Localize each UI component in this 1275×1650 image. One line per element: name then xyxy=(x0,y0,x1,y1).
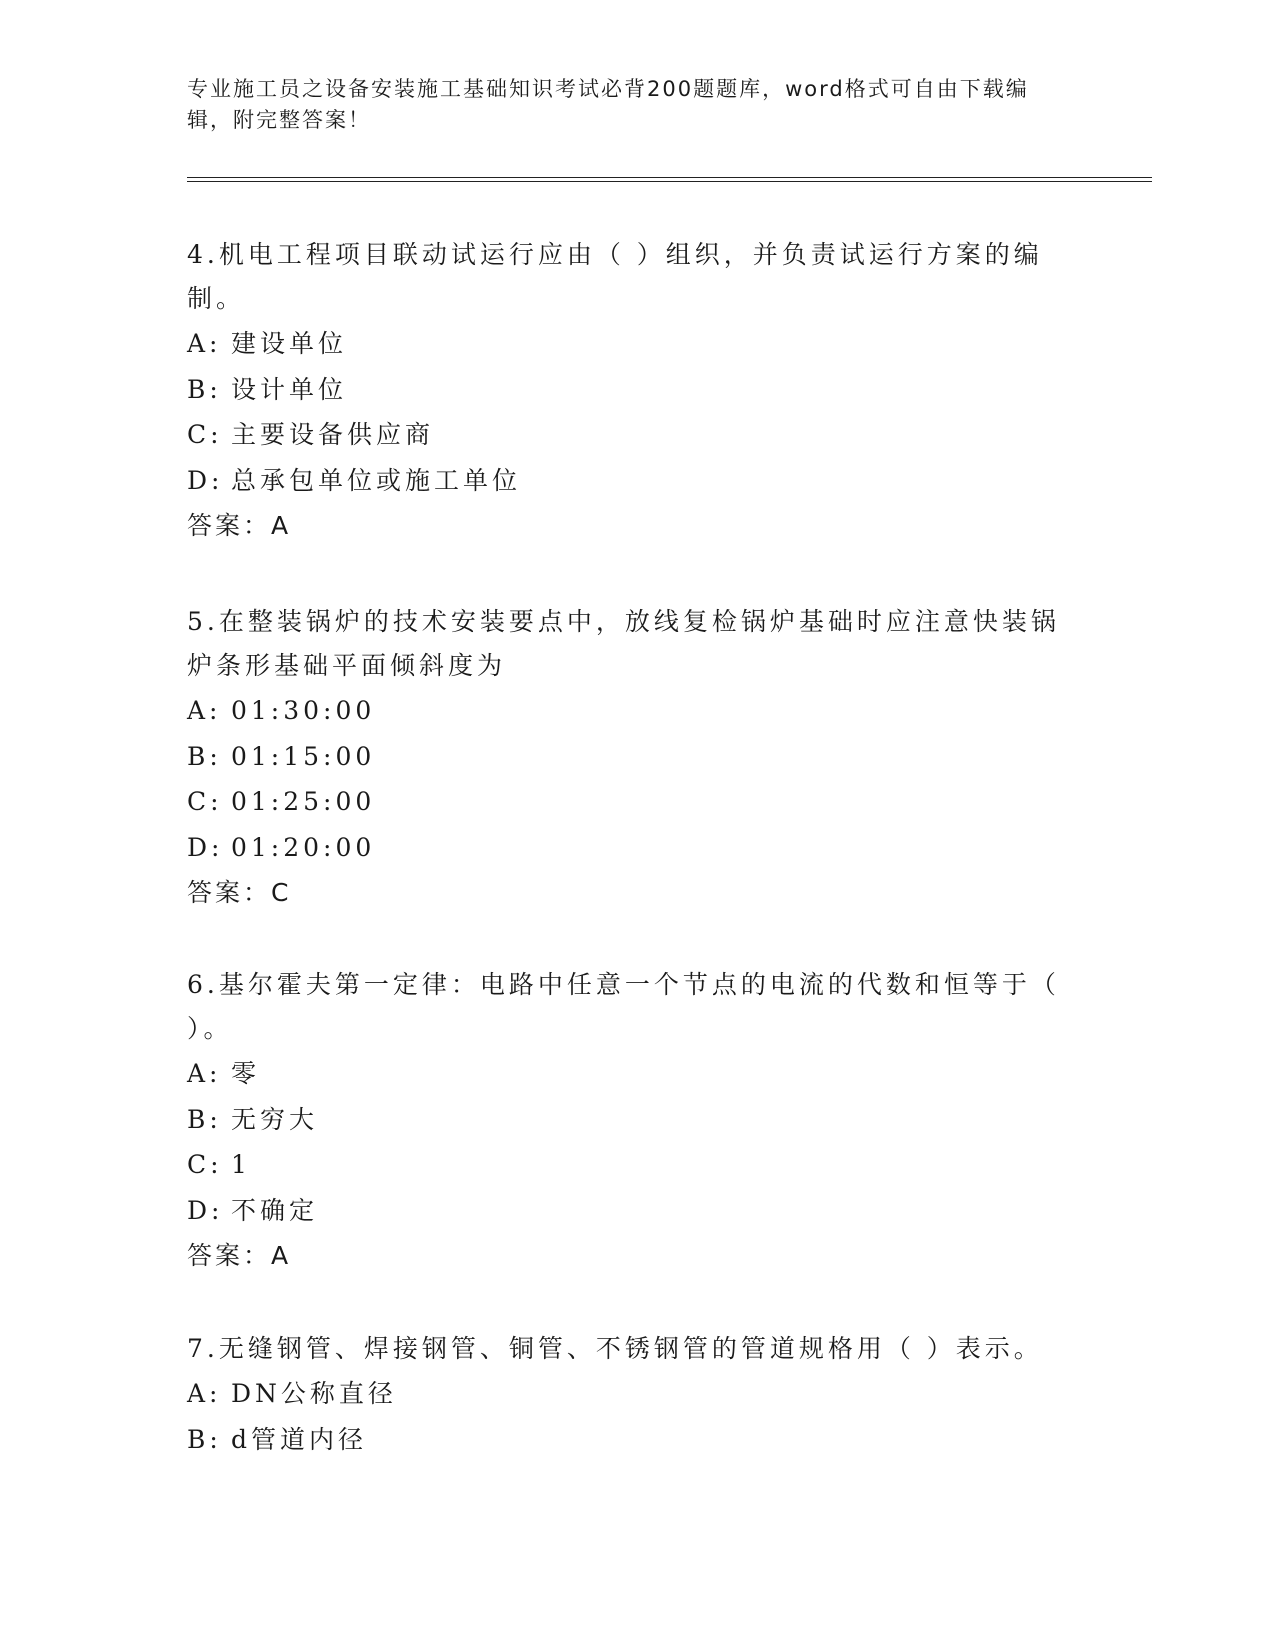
option-key: A: xyxy=(187,329,222,358)
option-text: 无穷大 xyxy=(231,1104,319,1134)
question-4 xyxy=(187,233,1087,549)
option-text: 01:20:00 xyxy=(231,832,376,862)
option-key: A: xyxy=(187,1379,222,1408)
question-text: 4.机电工程项目联动试运行应由（ ）组织，并负责试运行方案的编制。 xyxy=(187,240,1043,313)
question-text: 7.无缝钢管、焊接钢管、铜管、不锈钢管的管道规格用（ ）表示。 xyxy=(187,1334,1043,1363)
option-text: 01:30:00 xyxy=(231,696,376,725)
option-text: 不确定 xyxy=(231,1195,319,1225)
option-key: D: xyxy=(187,1195,224,1225)
option-key: C: xyxy=(187,420,223,449)
option-c xyxy=(187,1142,1087,1188)
answer-line: 答案：A xyxy=(187,511,292,540)
option-text: 01:25:00 xyxy=(231,787,376,816)
option-text: d管道内径 xyxy=(231,1424,368,1454)
question-5 xyxy=(187,600,1087,916)
option-a xyxy=(187,321,1087,367)
option-text: 零 xyxy=(231,1059,261,1088)
option-b xyxy=(187,1097,1087,1143)
option-c xyxy=(187,779,1087,825)
option-text: 设计单位 xyxy=(231,374,348,404)
option-b xyxy=(187,734,1087,780)
option-c xyxy=(187,412,1087,458)
option-text: 1 xyxy=(231,1150,251,1179)
option-key: B: xyxy=(187,374,222,404)
option-b xyxy=(187,1417,1087,1463)
option-a xyxy=(187,1371,1087,1417)
option-a xyxy=(187,688,1087,734)
option-text: 01:15:00 xyxy=(231,741,376,771)
option-key: C: xyxy=(187,787,223,816)
option-b xyxy=(187,367,1087,413)
header-divider-bottom xyxy=(187,181,1152,182)
question-text: 5.在整装锅炉的技术安装要点中，放线复检锅炉基础时应注意快装锅炉条形基础平面倾斜度为 xyxy=(187,607,1060,680)
option-text: 主要设备供应商 xyxy=(231,420,435,449)
question-text: 6.基尔霍夫第一定律：电路中任意一个节点的电流的代数和恒等于（ ）。 xyxy=(187,970,1060,1043)
option-d xyxy=(187,458,1087,504)
question-7 xyxy=(187,1327,1087,1462)
option-text: 总承包单位或施工单位 xyxy=(231,465,522,495)
option-key: D: xyxy=(187,465,224,495)
option-text: 建设单位 xyxy=(231,329,348,358)
option-d xyxy=(187,1188,1087,1234)
option-key: B: xyxy=(187,1424,222,1454)
header-divider-top xyxy=(187,177,1152,178)
answer-line: 答案：C xyxy=(187,878,292,907)
option-key: B: xyxy=(187,741,222,771)
document-header: 专业施工员之设备安装施工基础知识考试必背200题题库，word格式可自由下载编辑，附完整答案！ xyxy=(187,77,1029,132)
question-6 xyxy=(187,963,1087,1279)
answer-line: 答案：A xyxy=(187,1241,292,1270)
option-key: A: xyxy=(187,1059,222,1088)
option-key: A: xyxy=(187,696,222,725)
option-key: B: xyxy=(187,1104,222,1134)
option-text: DN公称直径 xyxy=(231,1379,397,1408)
option-key: D: xyxy=(187,832,224,862)
option-key: C: xyxy=(187,1150,223,1179)
option-d xyxy=(187,825,1087,871)
option-a xyxy=(187,1051,1087,1097)
